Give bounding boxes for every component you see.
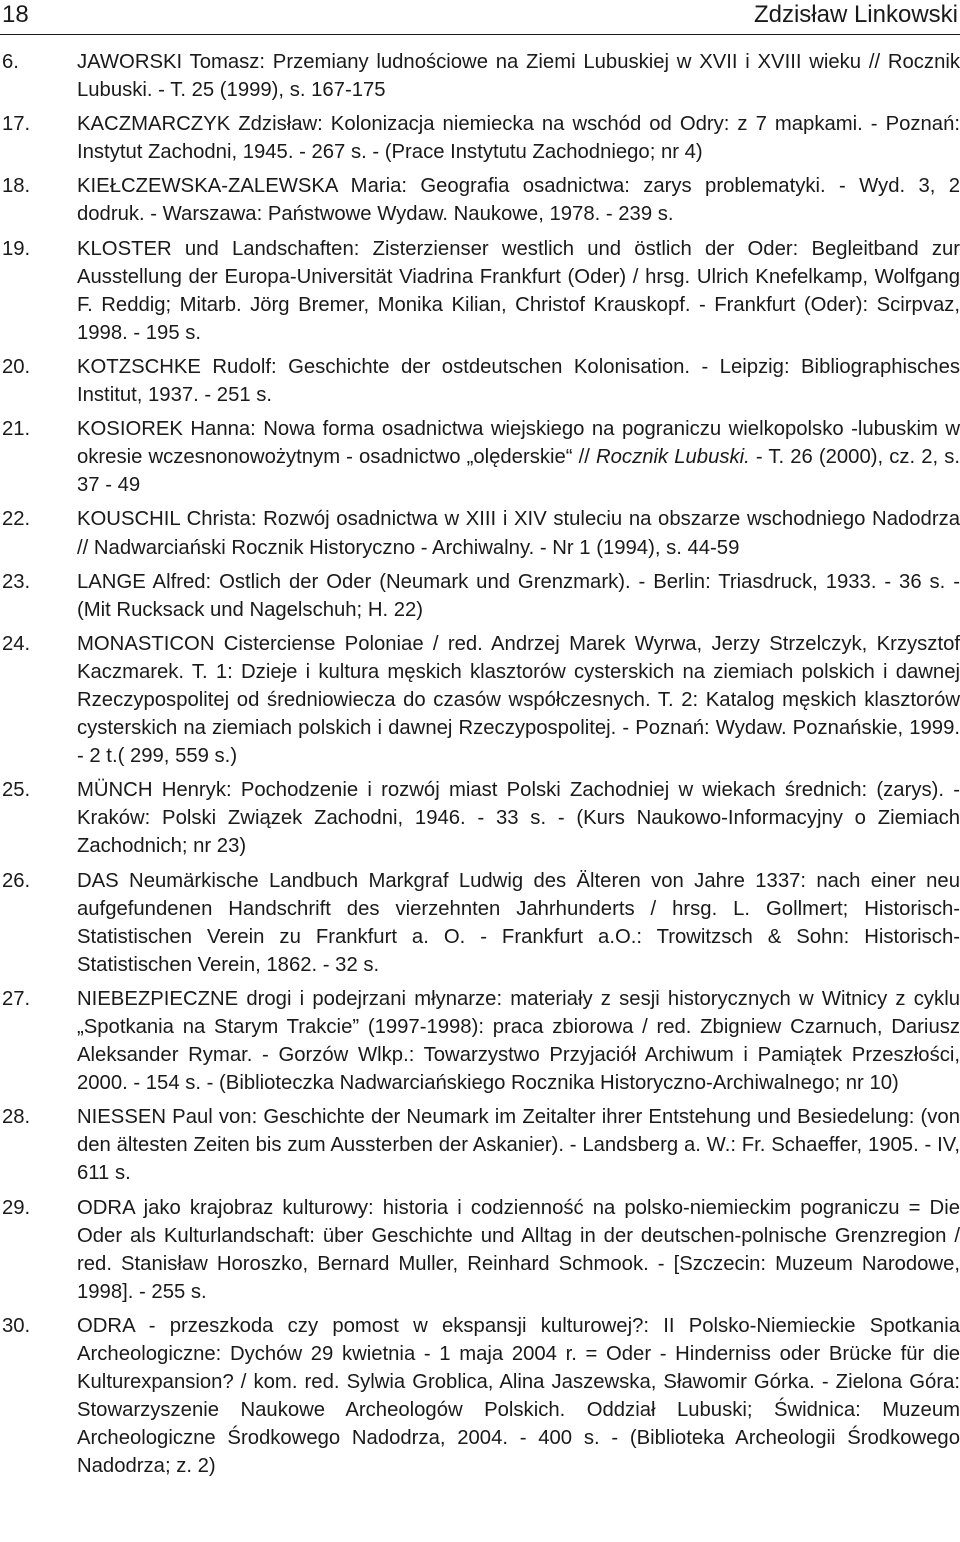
entry-number: 28. [2, 1106, 31, 1129]
bibliography-entry-23 [0, 568, 960, 624]
bibliography-entry-6 [0, 48, 960, 104]
entry-text: NIESSEN Paul von: Geschichte der Neumark im Zeitalter ihrer Entstehung und Besiedelung: (von den ältesten Zeiten bis zum Aussterben der Askanier). - Landsberg a. W.: Fr. Schaeffer, 1905. - IV, 611 s. [77, 1106, 960, 1185]
entry-text: KIEŁCZEWSKA-ZALEWSKA Maria: Geografia osadnictwa: zarys problematyki. - Wyd. 3, 2 dodruk. - Warszawa: Państwowe Wydaw. Naukowe, 1978. - 239 s. [77, 175, 960, 226]
bibliography-entry-25 [0, 776, 960, 860]
entry-number: 18. [2, 175, 31, 198]
entry-number: 19. [2, 237, 31, 260]
entry-text: KACZMARCZYK Zdzisław: Kolonizacja niemiecka na wschód od Odry: z 7 mapkami. - Poznań: Instytut Zachodni, 1945. - 267 s. - (Prace Instytutu Zachodniego; nr 4) [77, 113, 960, 164]
bibliography-entry-27 [0, 985, 960, 1097]
page-number: 18 [2, 1, 29, 28]
bibliography-entry-22 [0, 505, 960, 561]
entry-text: ODRA - przeszkoda czy pomost w ekspansji kulturowej?: II Polsko-Niemieckie Spotkania Archeologiczne: Dychów 29 kwietnia - 1 maja 2004 r. = Oder - Hinderniss oder Brücke für die Kulturexpansion? / kom. red. Sylwia Groblica, Alina Jaszewska, Sławomir Górka. - Zielona Góra: Stowarzyszenie Naukowe Archeologów Polskich. Oddział Lubuski; Świdnica: Muzeum Archeologiczne Środkowego Nadodrza, 2004. - 400 s. - (Biblioteka Archeologii Środkowego Nadodrza; z. 2) [77, 1314, 960, 1478]
bibliography-list [0, 48, 960, 1487]
entry-number: 30. [2, 1314, 31, 1337]
entry-text: ODRA jako krajobraz kulturowy: historia i codzienność na polsko-niemieckim pograniczu = Die Oder als Kulturlandschaft: über Geschichte und Alltag in der deutschen-polnische Grenzregion / red. Stanisław Horoszko, Bernard Muller, Reinhard Schmook. - [Szczecin: Muzeum Narodowe, 1998]. - 255 s. [77, 1196, 960, 1303]
entry-text: MÜNCH Henryk: Pochodzenie i rozwój miast Polski Zachodniej w wiekach średnich: (zarys). - Kraków: Polski Związek Zachodni, 1946. - 33 s. - (Kurs Naukowo-Informacyjny o Ziemiach Zachodnich; nr 23) [77, 779, 960, 858]
bibliography-entry-28 [0, 1103, 960, 1187]
entry-text-part: - T. 26 (2000), cz. 2, s. 37 - 49 [77, 446, 960, 497]
entry-number: 17. [2, 113, 31, 136]
running-head-author: Zdzisław Linkowski [753, 1, 958, 28]
entry-text-part: KOSIOREK Hanna: Nowa forma osadnictwa wiejskiego na pograniczu wielkopolsko -lubuskim w okresie wczesnonowożytnym - osadnictwo „olęderskie“ // [77, 418, 960, 469]
entry-text: MONASTICON Cisterciense Poloniae / red. Andrzej Marek Wyrwa, Jerzy Strzelczyk, Krzysztof Kaczmarek. T. 1: Dzieje i kultura męskich klasztorów cysterskich na ziemiach polskich i dawnej Rzeczypospolitej od średniowiecza do czasów współczesnych. T. 2: Katalog męskich klasztorów cysterskich na ziemiach polskich i dawnej Rzeczypospolitej. - Poznań: Wydaw. Poznańskie, 1999. - 2 t.( 299, 559 s.) [77, 632, 960, 768]
entry-number: 6. [2, 51, 19, 73]
entry-number: 26. [2, 869, 31, 892]
entry-text: KOUSCHIL Christa: Rozwój osadnictwa w XIII i XIV stuleciu na obszarze wschodniego Nadodrza // Nadwarciański Rocznik Historyczno - Archiwalny. - Nr 1 (1994), s. 44-59 [77, 508, 960, 559]
entry-text: KLOSTER und Landschaften: Zisterzienser westlich und östlich der Oder: Begleitband zur Ausstellung der Europa-Universität Viadrina Frankfurt (Oder) / hrsg. Ulrich Knefelkamp, Wolfgang F. Reddig; Mitarb. Jörg Bremer, Monika Kilian, Christof Krauskopf. - Frankfurt (Oder): Scirpvaz, 1998. - 195 s. [77, 237, 960, 344]
journal-title: Rocznik Lubuski. [596, 446, 750, 469]
bibliography-entry-24 [0, 630, 960, 770]
bibliography-entry-29 [0, 1194, 960, 1306]
bibliography-entry-20 [0, 353, 960, 409]
entry-number: 27. [2, 987, 31, 1010]
entry-text: DAS Neumärkische Landbuch Markgraf Ludwig des Älteren von Jahre 1337: nach einer neu aufgefundenen Handschrift des vierzehnten Jahrhunderts / hrsg. L. Gollmert; Historisch-Statistischen Verein zu Frankfurt a. O. - Frankfurt a.O.: Trowitzsch & Sohn: Historisch-Statistischen Verein, 1862. - 32 s. [77, 869, 960, 976]
entry-number: 24. [2, 632, 31, 655]
entry-number: 29. [2, 1196, 31, 1219]
entry-text [77, 415, 960, 499]
entry-number: 20. [2, 355, 31, 378]
bibliography-entry-26 [0, 867, 960, 979]
entry-text: LANGE Alfred: Ostlich der Oder (Neumark und Grenzmark). - Berlin: Triasdruck, 1933. - 36 s. - (Mit Rucksack und Nagelschuh; H. 22) [77, 570, 960, 621]
bibliography-entry-17 [0, 110, 960, 166]
entry-text: NIEBEZPIECZNE drogi i podejrzani młynarze: materiały z sesji historycznych w Witnicy z cyklu „Spotkania na Starym Trakcie” (1997-1998): praca zbiorowa / red. Zbigniew Czarnuch, Dariusz Aleksander Rymar. - Gorzów Wlkp.: Towarzystwo Przyjaciół Archiwum i Pamiątek Przeszłości, 2000. - 154 s. - (Biblioteczka Nadwarciańskiego Rocznika Historyczno-Archiwalnego; nr 10) [77, 987, 960, 1095]
entry-number: 21. [2, 418, 31, 441]
entry-number: 23. [2, 570, 31, 593]
bibliography-entry-19 [0, 235, 960, 347]
entry-text: JAWORSKI Tomasz: Przemiany ludnościowe na Ziemi Lubuskiej w XVII i XVIII wieku // Rocznik Lubuski. - T. 25 (1999), s. 167-175 [77, 51, 960, 102]
bibliography-entry-21 [0, 415, 960, 499]
bibliography-entry-18 [0, 172, 960, 228]
entry-number: 22. [2, 508, 31, 531]
page-header [0, 0, 960, 44]
bibliography-entry-30 [0, 1312, 960, 1481]
entry-text: KOTZSCHKE Rudolf: Geschichte der ostdeutschen Kolonisation. - Leipzig: Bibliographisches Institut, 1937. - 251 s. [77, 355, 960, 407]
header-rule [0, 34, 960, 35]
entry-number: 25. [2, 779, 31, 802]
